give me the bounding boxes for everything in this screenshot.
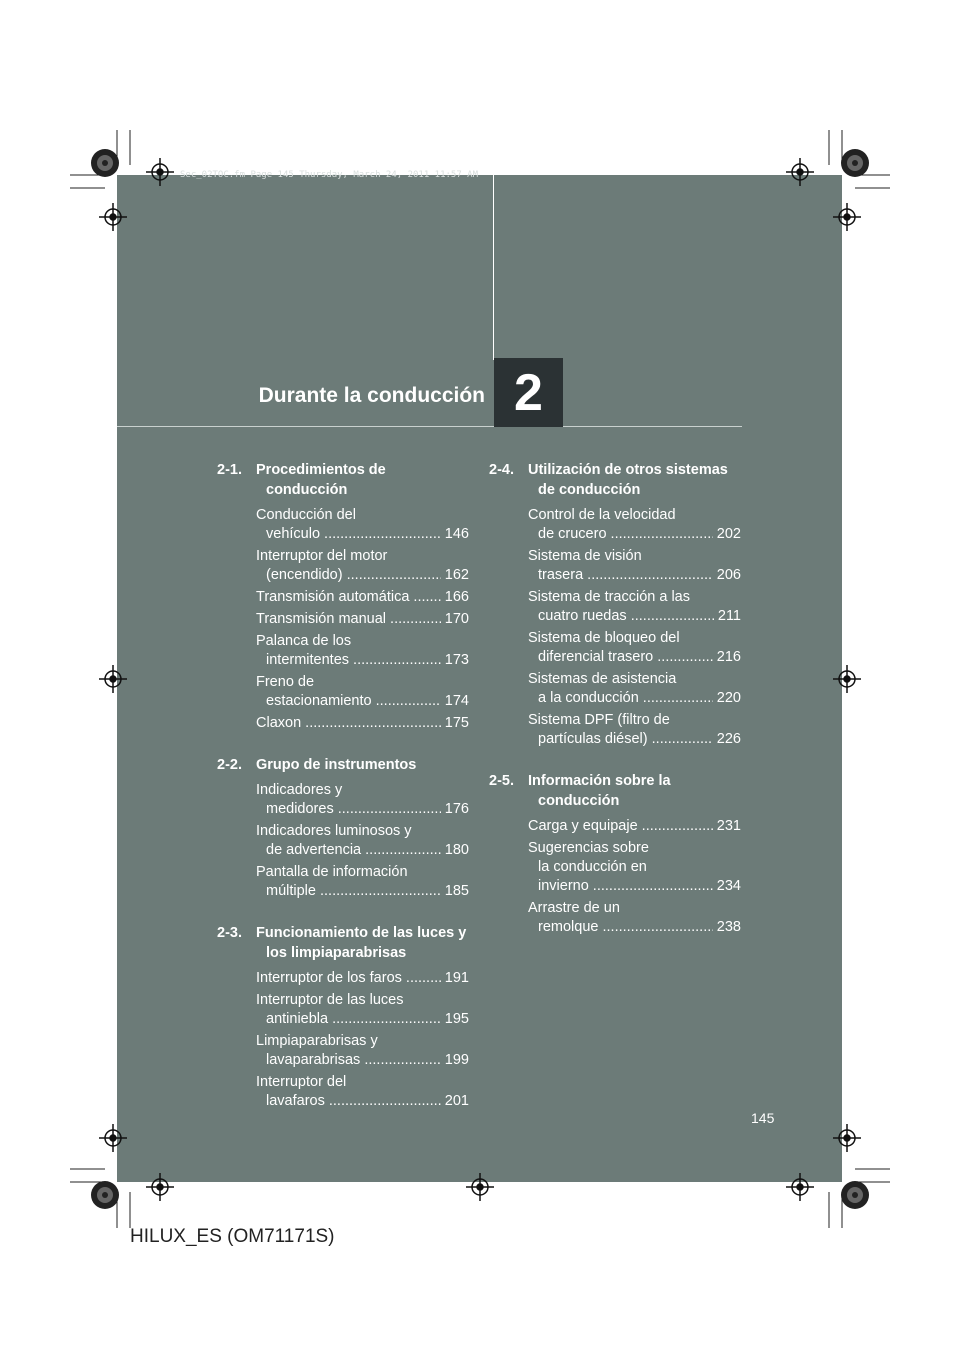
entry-page-number: 211	[714, 607, 741, 626]
toc-entry[interactable]	[489, 506, 741, 544]
entry-label: Pantalla de información	[256, 864, 408, 880]
entry-label: Sistema DPF (filtro de	[528, 712, 670, 728]
toc-section	[217, 923, 469, 1111]
entry-page-number: 201	[441, 1092, 469, 1111]
entry-page-number: 206	[713, 566, 741, 585]
entry-label: Sistema de bloqueo del	[528, 630, 680, 646]
entry-label: estacionamiento .....	[256, 692, 469, 711]
entry-label: Interruptor de los faros .....	[256, 969, 469, 988]
toc-entry[interactable]	[489, 629, 741, 667]
fm-stamp: Sec_02TOC.fm Page 145 Thursday, March 24, 2011 11:57 AM	[180, 170, 479, 180]
entry-label: medidores .....	[256, 800, 469, 819]
entry-label: Interruptor del	[256, 1074, 347, 1090]
entry-page-number: 216	[713, 648, 741, 667]
entry-label: Interruptor de las luces	[256, 992, 404, 1008]
entry-label: de crucero .....	[528, 525, 741, 544]
toc-entry[interactable]	[489, 899, 741, 937]
entry-label: cuatro ruedas .....	[528, 607, 741, 626]
header-rule	[117, 426, 742, 427]
entry-label: Indicadores luminosos y	[256, 823, 412, 839]
entry-label: partículas diésel) .....	[528, 730, 741, 749]
entry-page-number: 191	[441, 969, 469, 988]
entry-page-number: 199	[441, 1051, 469, 1070]
section-number: 2-5.	[489, 773, 514, 789]
toc-entry[interactable]	[217, 822, 469, 860]
entry-label: Indicadores y	[256, 782, 343, 798]
toc-entry[interactable]	[217, 991, 469, 1029]
entry-label: Conducción del	[256, 507, 356, 523]
entry-label: Interruptor del motor	[256, 548, 388, 564]
section-number: 2-3.	[217, 925, 242, 941]
chapter-title: Durante la conducción	[258, 384, 485, 407]
section-heading	[489, 460, 741, 500]
toc-entry[interactable]	[217, 673, 469, 711]
entry-page-number: 234	[713, 877, 741, 896]
entry-page-number: 146	[441, 525, 469, 544]
entry-label: Claxon .....	[256, 714, 469, 733]
toc-entry[interactable]	[217, 588, 469, 607]
entry-label: invierno .....	[528, 877, 741, 896]
entry-label: Carga y equipaje .....	[528, 817, 741, 836]
toc-entry[interactable]	[489, 547, 741, 585]
entry-label: Sistema de tracción a las	[528, 589, 690, 605]
entry-label: Sugerencias sobre	[528, 840, 649, 856]
toc-entry[interactable]	[489, 588, 741, 626]
entry-label: Sistemas de asistencia	[528, 671, 677, 687]
section-title: Grupo de instrumentos	[256, 757, 417, 773]
entry-page-number: 185	[441, 882, 469, 901]
entry-label: remolque .....	[528, 918, 741, 937]
chapter-number: 2	[494, 358, 563, 427]
entry-label: múltiple .....	[256, 882, 469, 901]
entry-page-number: 170	[441, 610, 469, 629]
section-number: 2-2.	[217, 757, 242, 773]
section-heading	[217, 755, 469, 775]
section-number: 2-4.	[489, 462, 514, 478]
toc-entry[interactable]	[217, 1032, 469, 1070]
entry-page-number: 166	[441, 588, 469, 607]
section-heading	[489, 771, 741, 811]
toc-section	[489, 460, 741, 749]
entry-page-number: 175	[441, 714, 469, 733]
entry-label: lavafaros .....	[256, 1092, 469, 1111]
entry-label: Sistema de visión	[528, 548, 642, 564]
toc-entry[interactable]	[489, 670, 741, 708]
entry-page-number: 195	[441, 1010, 469, 1029]
toc-section	[489, 771, 741, 937]
entry-label: la conducción en	[538, 859, 647, 875]
crop-line	[493, 130, 494, 360]
toc-entry[interactable]	[489, 839, 741, 896]
entry-page-number: 162	[441, 566, 469, 585]
toc-entry[interactable]	[489, 711, 741, 749]
entry-label: lavaparabrisas .....	[256, 1051, 469, 1070]
entry-page-number: 238	[713, 918, 741, 937]
entry-page-number: 173	[441, 651, 469, 670]
entry-label: Transmisión automática .....	[256, 588, 469, 607]
entry-label: antiniebla .....	[256, 1010, 469, 1029]
toc-entry[interactable]	[217, 714, 469, 733]
section-title: Funcionamiento de las luces y los limpiaparabrisas	[256, 925, 467, 961]
entry-page-number: 231	[713, 817, 741, 836]
toc-entry[interactable]	[217, 506, 469, 544]
entry-label: Control de la velocidad	[528, 507, 676, 523]
section-title: Procedimientos de conducción	[256, 462, 386, 498]
toc-entry[interactable]	[217, 547, 469, 585]
toc-entry[interactable]	[217, 969, 469, 988]
entry-label: (encendido) .....	[256, 566, 469, 585]
entry-label: Limpiaparabrisas y	[256, 1033, 378, 1049]
toc-entry[interactable]	[217, 863, 469, 901]
entry-label: a la conducción .....	[528, 689, 741, 708]
toc-entry[interactable]	[217, 781, 469, 819]
toc-entry[interactable]	[489, 817, 741, 836]
entry-page-number: 174	[441, 692, 469, 711]
section-number: 2-1.	[217, 462, 242, 478]
entry-label: Arrastre de un	[528, 900, 620, 916]
section-heading	[217, 460, 469, 500]
section-title: Utilización de otros sistemas de conducción	[528, 462, 728, 498]
toc-entry[interactable]	[217, 1073, 469, 1111]
toc-section	[217, 460, 469, 733]
section-heading	[217, 923, 469, 963]
toc-entry[interactable]	[217, 632, 469, 670]
toc-column-right	[489, 460, 741, 959]
entry-label: trasera .....	[528, 566, 741, 585]
entry-page-number: 220	[713, 689, 741, 708]
entry-page-number: 176	[441, 800, 469, 819]
entry-label: Palanca de los	[256, 633, 352, 649]
section-title: Información sobre la conducción	[528, 773, 671, 809]
toc-column-left	[217, 460, 469, 1133]
entry-page-number: 202	[713, 525, 741, 544]
entry-label: Transmisión manual .....	[256, 610, 469, 629]
entry-label: Freno de	[256, 674, 315, 690]
entry-label: diferencial trasero .....	[528, 648, 741, 667]
entry-label: de advertencia .....	[256, 841, 469, 860]
entry-page-number: 226	[713, 730, 741, 749]
entry-page-number: 180	[441, 841, 469, 860]
footer-code: HILUX_ES (OM71171S)	[130, 1226, 335, 1247]
entry-label: intermitentes .....	[256, 651, 469, 670]
entry-label: vehículo .....	[256, 525, 469, 544]
toc-section	[217, 755, 469, 901]
page-number: 145	[751, 1110, 775, 1126]
toc-entry[interactable]	[217, 610, 469, 629]
